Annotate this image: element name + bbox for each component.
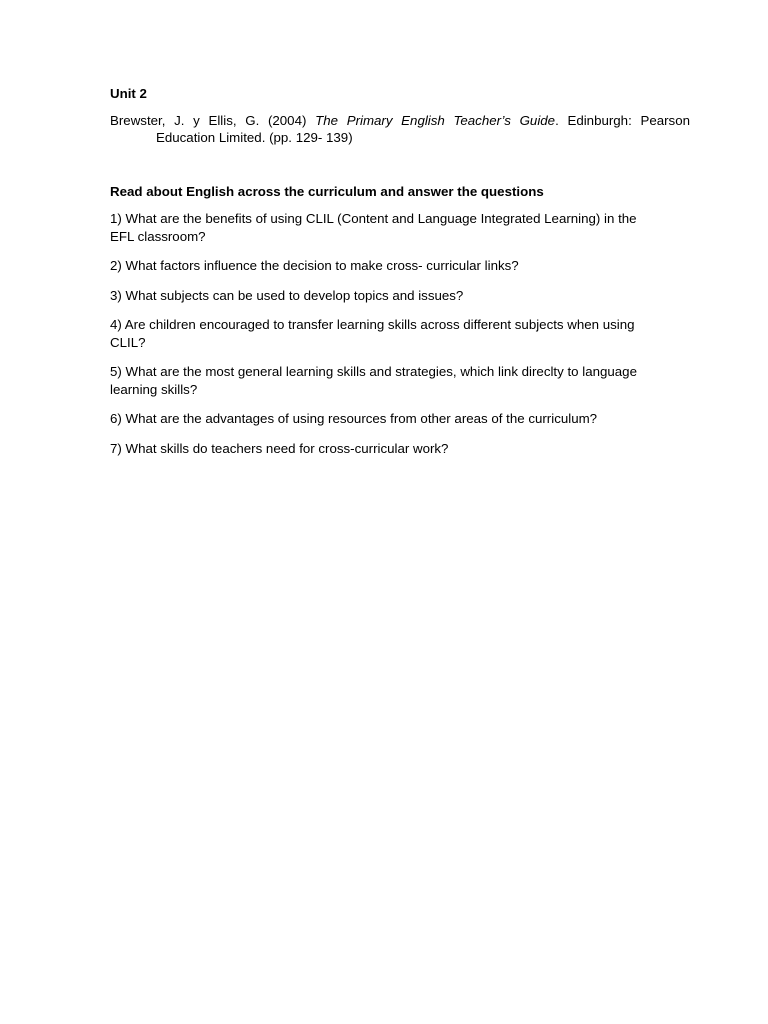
unit-title: Unit 2 <box>110 86 147 101</box>
question-list <box>110 210 690 457</box>
question-item: 4) Are children encouraged to transfer learning skills across different subjects when using CLIL? <box>110 317 635 350</box>
question-item: 7) What skills do teachers need for cross-curricular work? <box>110 440 449 456</box>
bibliographic-reference <box>110 112 690 147</box>
question-item: 6) What are the advantages of using resources from other areas of the curriculum? <box>110 411 598 426</box>
question-item: 2) What factors influence the decision to make cross- curricular links? <box>110 258 519 273</box>
document-content <box>110 85 690 469</box>
question-item: 5) What are the most general learning skills and strategies, which link direclty to language learning skills? <box>110 364 637 397</box>
question-item: 3) What subjects can be used to develop topics and issues? <box>110 287 464 303</box>
reference-publisher: . Edinburgh: Pearson Education Limited. (pp. 129- 139) <box>156 112 690 145</box>
question-item: 1) What are the benefits of using CLIL (Content and Language Integrated Learning) in the EFL classroom? <box>110 211 637 244</box>
reference-book-title: The Primary English Teacher’s Guide <box>315 112 556 128</box>
instructions-heading: Read about English across the curriculum and answer the questions <box>110 183 544 199</box>
reference-authors-year: Brewster, J. y Ellis, G. (2004) <box>110 112 316 128</box>
